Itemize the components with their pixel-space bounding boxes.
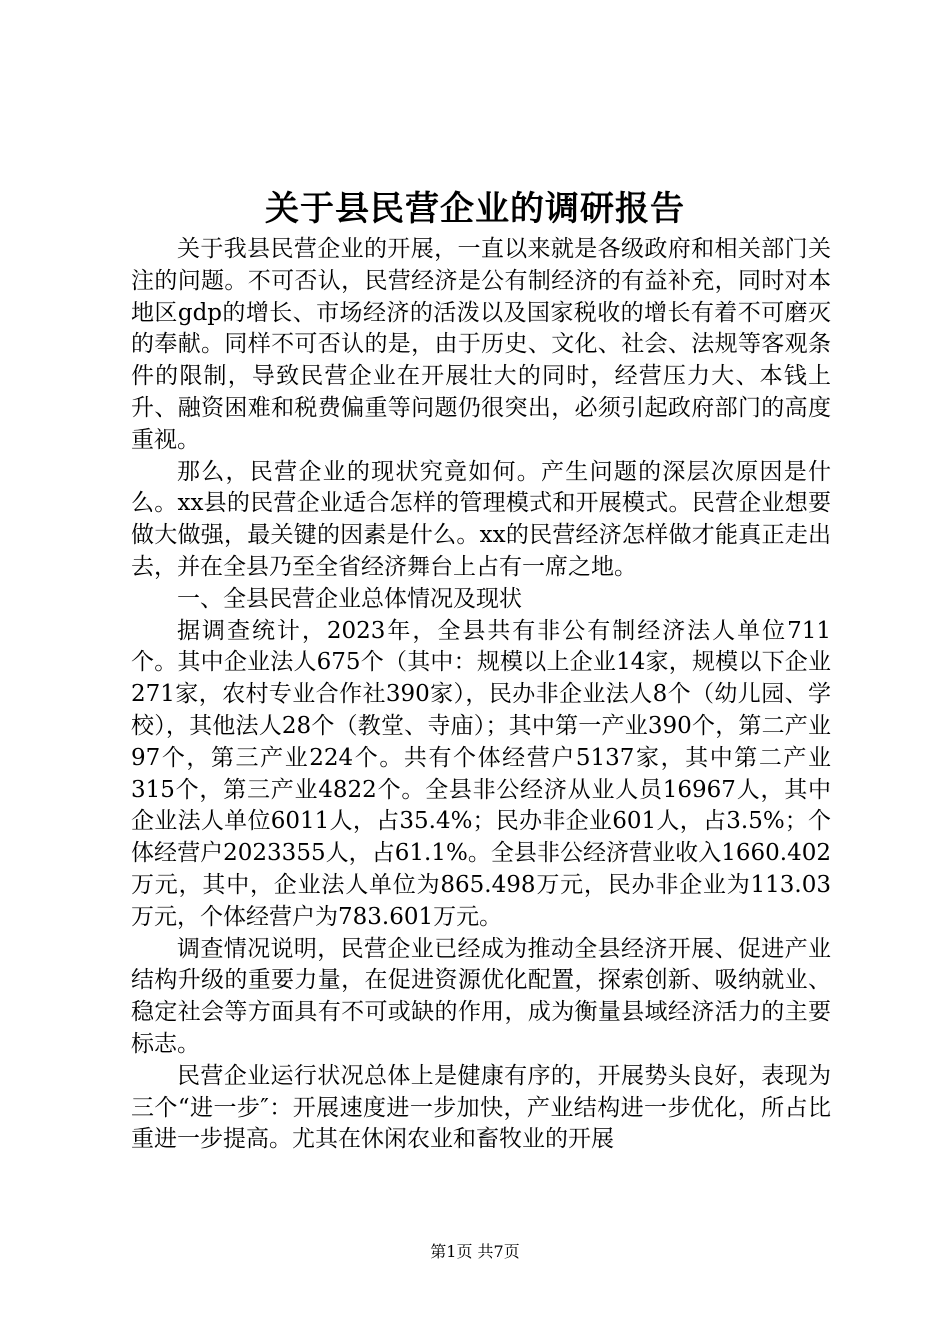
paragraph-statistics: 据调查统计，2023年，全县共有非公有制经济法人单位711个。其中企业法人675个（其中：规模以上企业14家，规模以下企业271家，农村专业合作社390家），民办非企业法人8个（幼儿园、学校），其他法人28个（教堂、寺庙）；其中第一产业390个，第二产业97个，第三产业224个。共有个体经营户5137家，其中第二产业315个，第三产业4822个。全县非公经济从业人员16967人，其中企业法人单位6011人，占35.4%；民办非企业601人，占3.5%；个体经营户2023355人，占61.1%。全县非公经济营业收入1660.402万元，其中，企业法人单位为865.498万元，民办非企业为113.03万元，个体经营户为783.601万元。 xyxy=(131,617,831,930)
paragraph-operations: 民营企业运行状况总体上是健康有序的，开展势头良好，表现为三个“进一步″：开展速度进一步加快，产业结构进一步优化，所占比重进一步提高。尤其在休闲农业和畜牧业的开展 xyxy=(131,1062,831,1153)
paragraph-intro: 关于我县民营企业的开展，一直以来就是各级政府和相关部门关注的问题。不可否认，民营经济是公有制经济的有益补充，同时对本地区gdp的增长、市场经济的活泼以及国家税收的增长有着不可磨灭的奉献。同样不可否认的是，由于历史、文化、社会、法规等客观条件的限制，导致民营企业在开展壮大的同时，经营压力大、本钱上升、融资困难和税费偏重等问题仍很突出，必须引起政府部门的高度重视。 xyxy=(131,236,831,453)
section-heading: 一、全县民营企业总体情况及现状 xyxy=(177,585,522,612)
document-body xyxy=(131,234,831,1156)
paragraph-findings: 调查情况说明，民营企业已经成为推动全县经济开展、促进产业结构升级的重要力量，在促进资源优化配置，探索创新、吸纳就业、稳定社会等方面具有不可或缺的作用，成为衡量县域经济活力的主要标志。 xyxy=(131,935,831,1057)
document-title: 关于县民营企业的调研报告 xyxy=(265,189,685,229)
paragraph-questions: 那么，民营企业的现状究竟如何。产生问题的深层次原因是什么。xx县的民营企业适合怎样的管理模式和开展模式。民营企业想要做大做强，最关键的因素是什么。xx的民营经济怎样做才能真正走出去，并在全县乃至全省经济舞台上占有一席之地。 xyxy=(131,458,831,580)
page-number-footer: 第1页 共7页 xyxy=(430,1242,520,1261)
